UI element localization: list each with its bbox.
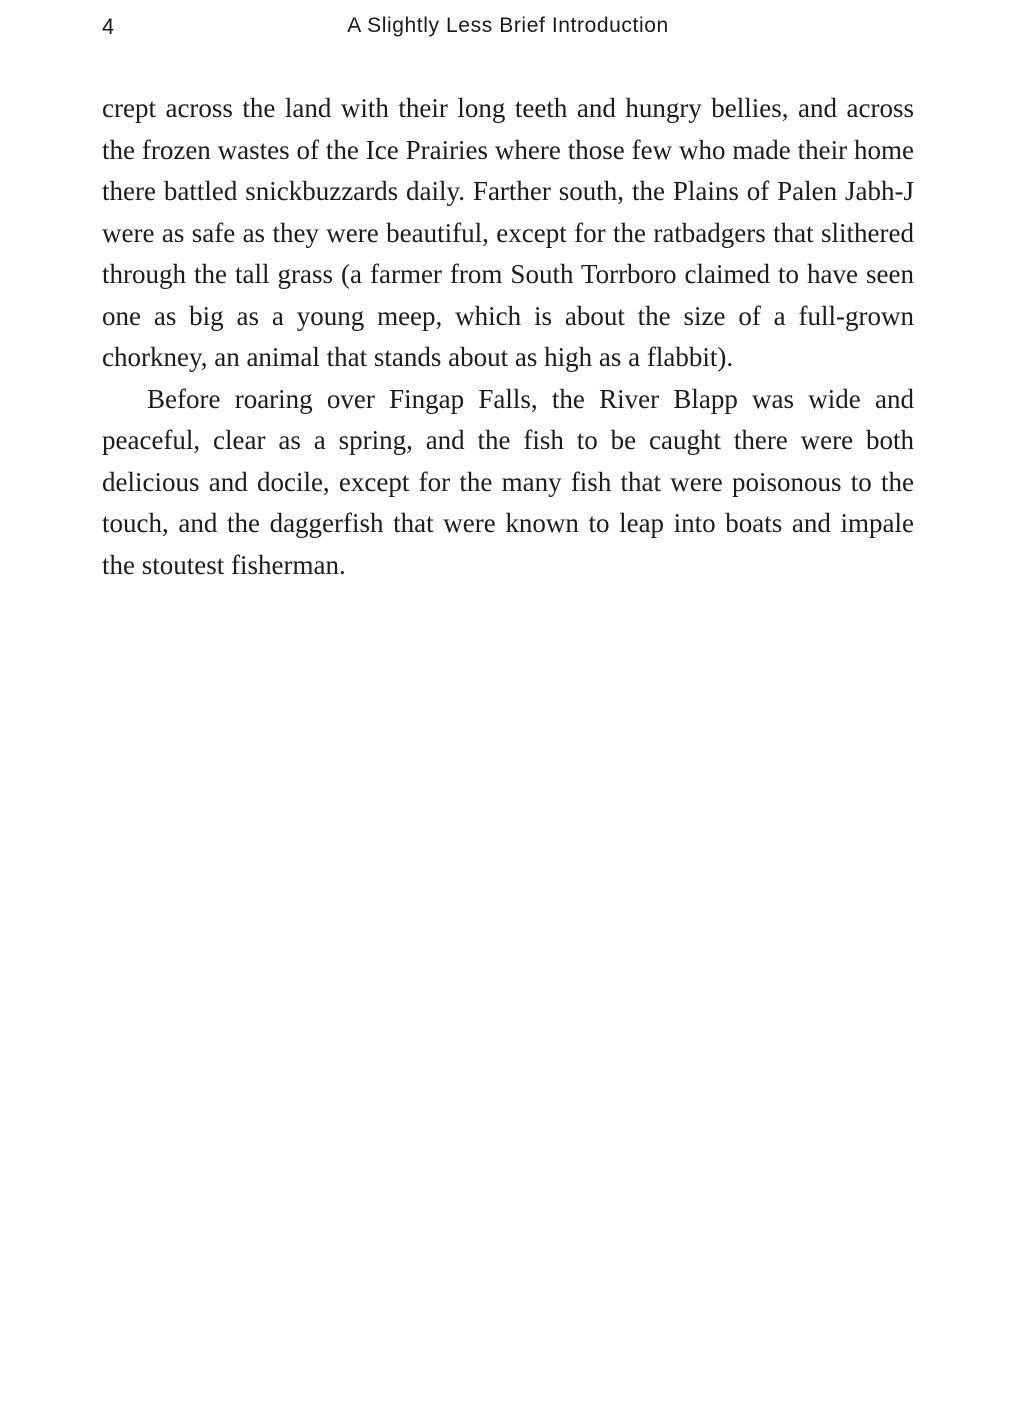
page-number: 4 xyxy=(102,14,115,39)
running-head xyxy=(0,14,1024,46)
paragraph-continued: crept across the land with their long teeth and hungry bellies, and across the frozen wastes of the Ice Prairies where those few who made their home there battled snickbuzzards daily. Farther south, the Plains of Palen Jabh-J were as safe as they were beautiful, except for the ratbadgers that slithered through the tall grass (a farmer from South Torrboro claimed to have seen one as big as a young meep, which is about the size of a full-grown chorkney, an animal that stands about as high as a flabbit). xyxy=(102,93,914,372)
paragraph-river-blapp: Before roaring over Fingap Falls, the River Blapp was wide and peaceful, clear as a spring, and the fish to be caught there were both delicious and docile, except for the many fish that were poisonous to the touch, and the daggerfish that were known to leap into boats and impale the stoutest fisherman. xyxy=(102,383,914,580)
running-title: A Slightly Less Brief Introduction xyxy=(347,14,669,37)
body-text xyxy=(102,88,914,586)
